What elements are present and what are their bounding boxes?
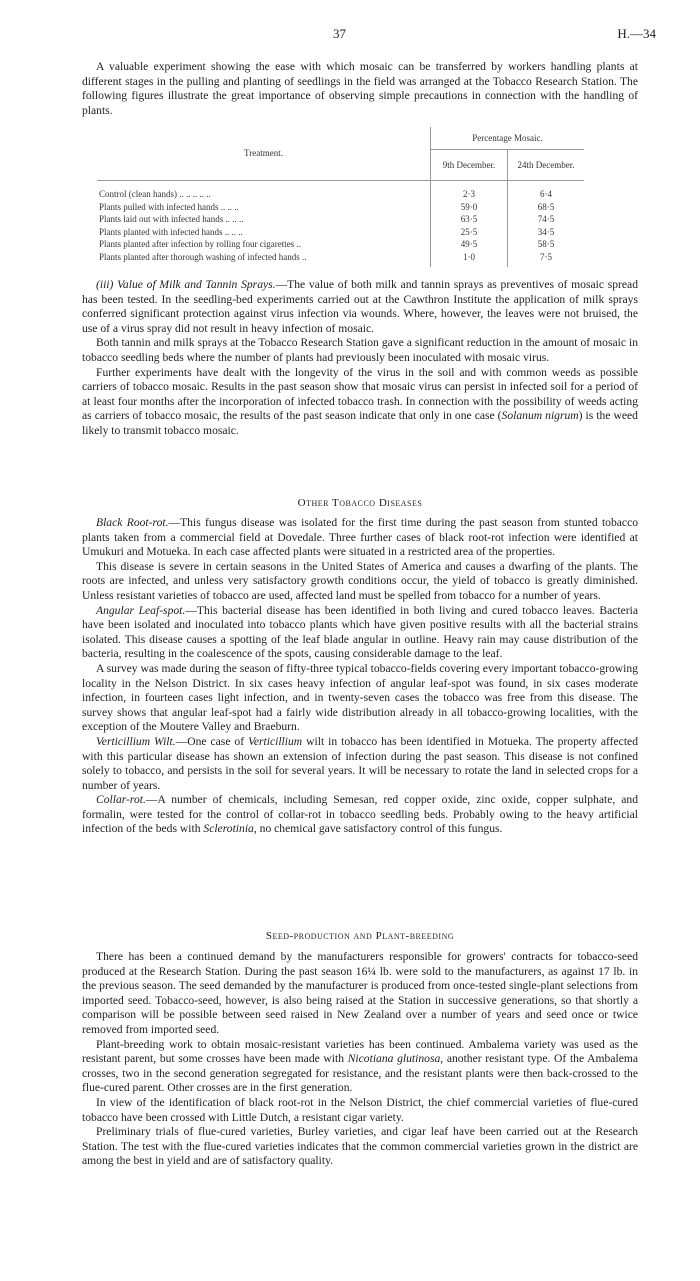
verticillium-name: Verticillium [248,734,303,748]
value-cell: 2·3 [431,181,508,201]
sprays-text-3b: ) is the weed likely to transmit tobacco mosaic. [82,409,638,437]
black-rootrot-text: —This fungus disease was isolated for the first time during the past season from stunted tobacco plants taken from a commercial field at Dovedale. Three further cases of black root-rot infection were identified at Umukuri and Motueka. In each case affected plants were situated in a restricted area of the properties. [82,516,639,559]
black-rootrot-paragraph-2: This disease is severe in certain seasons in the United States of America and causes a dwarfing of the plants. The roots are infected, and unless very satisfactory growth conditions occur, the yield of tobacco is greatly diminished. Unless resistant varieties of tobacco are used, affected land must be spelled from tobacco for a number of years. [82,559,638,602]
value-cell: 34·5 [508,226,585,239]
value-cell: 74·5 [508,213,585,226]
diseases-section [82,516,638,837]
seed-paragraph-4: Preliminary trials of flue-cured varieties, Burley varieties, and cigar leaf have been carried out at the Research Station. The test with the flue-cured varieties indicates that the common commercial varieties grown in the district are among the best in yield and are of satisfactory quality. [82,1125,638,1168]
value-cell: 59·0 [431,201,508,214]
sclerotinia-name: Sclerotinia [203,822,254,836]
table-row [97,213,584,226]
value-cell: 6·4 [508,181,585,201]
collar-rot-lead: Collar-rot. [96,793,146,807]
table-row [97,226,584,239]
treatment-cell: Plants planted after infection by rolling four cigarettes .. [99,239,301,250]
collar-rot-text-a: —A number of chemicals, including Semesan, red copper oxide, zinc oxide, copper sulphate, and formalin, were tested for the control of collar-rot in tobacco seedling beds. Probably owing to the heavy artificial infection of the beds with [82,793,638,836]
angular-leafspot-lead: Angular Leaf-spot. [96,603,186,617]
value-cell: 68·5 [508,201,585,214]
angular-leafspot-text: —This bacterial disease has been identified in both living and cured tobacco leaves. Bacteria have been isolated and inoculated into tobacco plants which have given positive results with all the bacterial strains isolated. This disease causes a spotting of the leaf blade angular in outline. Heavy rain may cause distribution of the bacteria, resulting in the coalescence of the spots, causing considerable damage to the leaf. [82,603,638,661]
page-number: 37 [333,26,346,41]
sprays-text-3a: Further experiments have dealt with the longevity of the virus in the soil and with common weeds as possible carriers of tobacco mosaic. Results in the past season show that mosaic virus can persist in infected soil for a period of at least four months after the incorporation of infected tobacco trash. In connection with the possibility of weeds acting as carriers of tobacco mosaic, the results of the past season indicate that only in one case ( [82,365,638,423]
document-reference: H.—34 [617,26,656,41]
verticillium-paragraph [82,735,638,793]
table-row [97,201,584,214]
treatment-header: Treatment. [97,127,431,181]
sprays-paragraph-3 [82,366,638,439]
table-row [97,238,584,251]
treatment-cell: Plants planted with infected hands .. .. .. [99,226,243,237]
collar-rot-text-b: , no chemical gave satisfactory control of this fungus. [253,822,503,836]
sprays-lead: (iii) Value of Milk and Tannin Sprays. [96,278,276,291]
intro-text: A valuable experiment showing the ease with which mosaic can be transferred by workers handling plants at different stages in the pulling and planting of seedlings in the field was arranged at the Tobacco Research Station. The following figures illustrate the great importance of observing simple precautions in connection with the handling of plants. [82,60,638,117]
treatment-cell: Plants planted after thorough washing of infected hands .. [99,251,307,262]
value-cell: 1·0 [431,251,508,267]
table-row [97,251,584,267]
treatment-cell: Plants laid out with infected hands .. .. .. [99,214,244,225]
black-rootrot-paragraph [82,516,638,560]
collar-rot-paragraph [82,793,638,837]
nicotiana-name: Nicotiana glutinosa [347,1052,441,1066]
angular-leafspot-paragraph [82,604,638,662]
percentage-mosaic-header: Percentage Mosaic. [431,127,585,150]
date2-header: 24th December. [508,150,585,181]
seed-section [82,950,638,1169]
treatment-cell: Control (clean hands) .. .. .. .. .. [99,189,211,199]
seed-paragraph-1: There has been a continued demand by the manufacturers responsible for growers' contracts for tobacco-seed produced at the Research Station. During the past season 16¼ lb. were sold to the manufacturers, as against 17 lb. in the previous season. The seed demanded by the manufacturer is produced from once-tested single-plant selections from imported seed. Tobacco-seed, however, is also being raised at the Station in successive generations, so that shortly a comparison will be possible between seed raised in New Zealand over a number of years and seed once or twice removed from imported seed. [82,950,638,1036]
value-cell: 25·5 [431,226,508,239]
value-cell: 49·5 [431,238,508,251]
treatment-cell: Plants pulled with infected hands .. .. .. [99,201,239,212]
intro-paragraph [82,60,638,118]
seed-text-2b: , another resistant type. Of the Ambalema crosses, two in the second generation segregated for resistance, and the resistant plants were then back-crossed to the flue-cured parent. Other crosses are in the first generation. [82,1052,639,1095]
sprays-section [82,278,638,439]
seed-text-2a: Plant-breeding work to obtain mosaic-resistant varieties has been continued. Ambalema variety was used as the resistant parent, but some crosses have been made with [82,1037,638,1066]
sprays-paragraph-2: Both tannin and milk sprays at the Tobacco Research Station gave a significant reduction in the amount of mosaic in tobacco seedling beds where the number of plants had previously been inoculated with mosaic virus. [82,336,638,364]
black-rootrot-lead: Black Root-rot. [96,516,169,529]
verticillium-text-a: —One case of [175,734,249,748]
value-cell: 58·5 [508,238,585,251]
mosaic-table [97,127,584,267]
solanum-name: Solanum nigrum [501,409,579,423]
seed-paragraph-3: In view of the identification of black root-rot in the Nelson District, the chief commercial varieties of flue-cured tobacco have been crossed with Little Dutch, a resistant cigar variety. [82,1095,638,1124]
survey-paragraph: A survey was made during the season of fifty-three typical tobacco-fields covering every important tobacco-growing locality in the Nelson District. In six cases heavy infection of angular leaf-spot was found, in six cases moderate infection, in fourteen cases light infection, and in twenty-seven cases the tobacco was free from this disease. The survey shows that angular leaf-spot had a fairly wide distribution already in all tobacco-growing localities, with the exception of the Moutere Valley and Braeburn. [82,661,638,734]
verticillium-text-b: wilt in tobacco has been identified in Motueka. The property affected with this particular disease has shown an extension of infection during the past season. This disease is not confined solely to tobacco, and persists in the soil for several years. It will be necessary to rotate the land in selected crops for a number of years. [82,734,638,792]
seed-paragraph-2 [82,1038,638,1096]
date1-header: 9th December. [431,150,508,181]
verticillium-lead: Verticillium Wilt. [96,734,176,748]
sprays-text-1: —The value of both milk and tannin sprays as preventives of mosaic spread has been tested. In the seedling-bed experiments carried out at the Cawthron Institute the application of milk sprays conferred significant protection against virus infection via wounds. Where, however, the leaves were not bruised, the use of a virus spray did not result in heavy infection of mosaic. [82,278,638,335]
other-diseases-heading: Other Tobacco Diseases [297,497,423,509]
value-cell: 63·5 [431,213,508,226]
seed-production-heading: Seed-production and Plant-breeding [265,930,455,942]
sprays-paragraph-1 [82,278,638,336]
page-header [0,26,700,46]
value-cell: 7·5 [508,251,585,267]
table-row [97,181,584,201]
